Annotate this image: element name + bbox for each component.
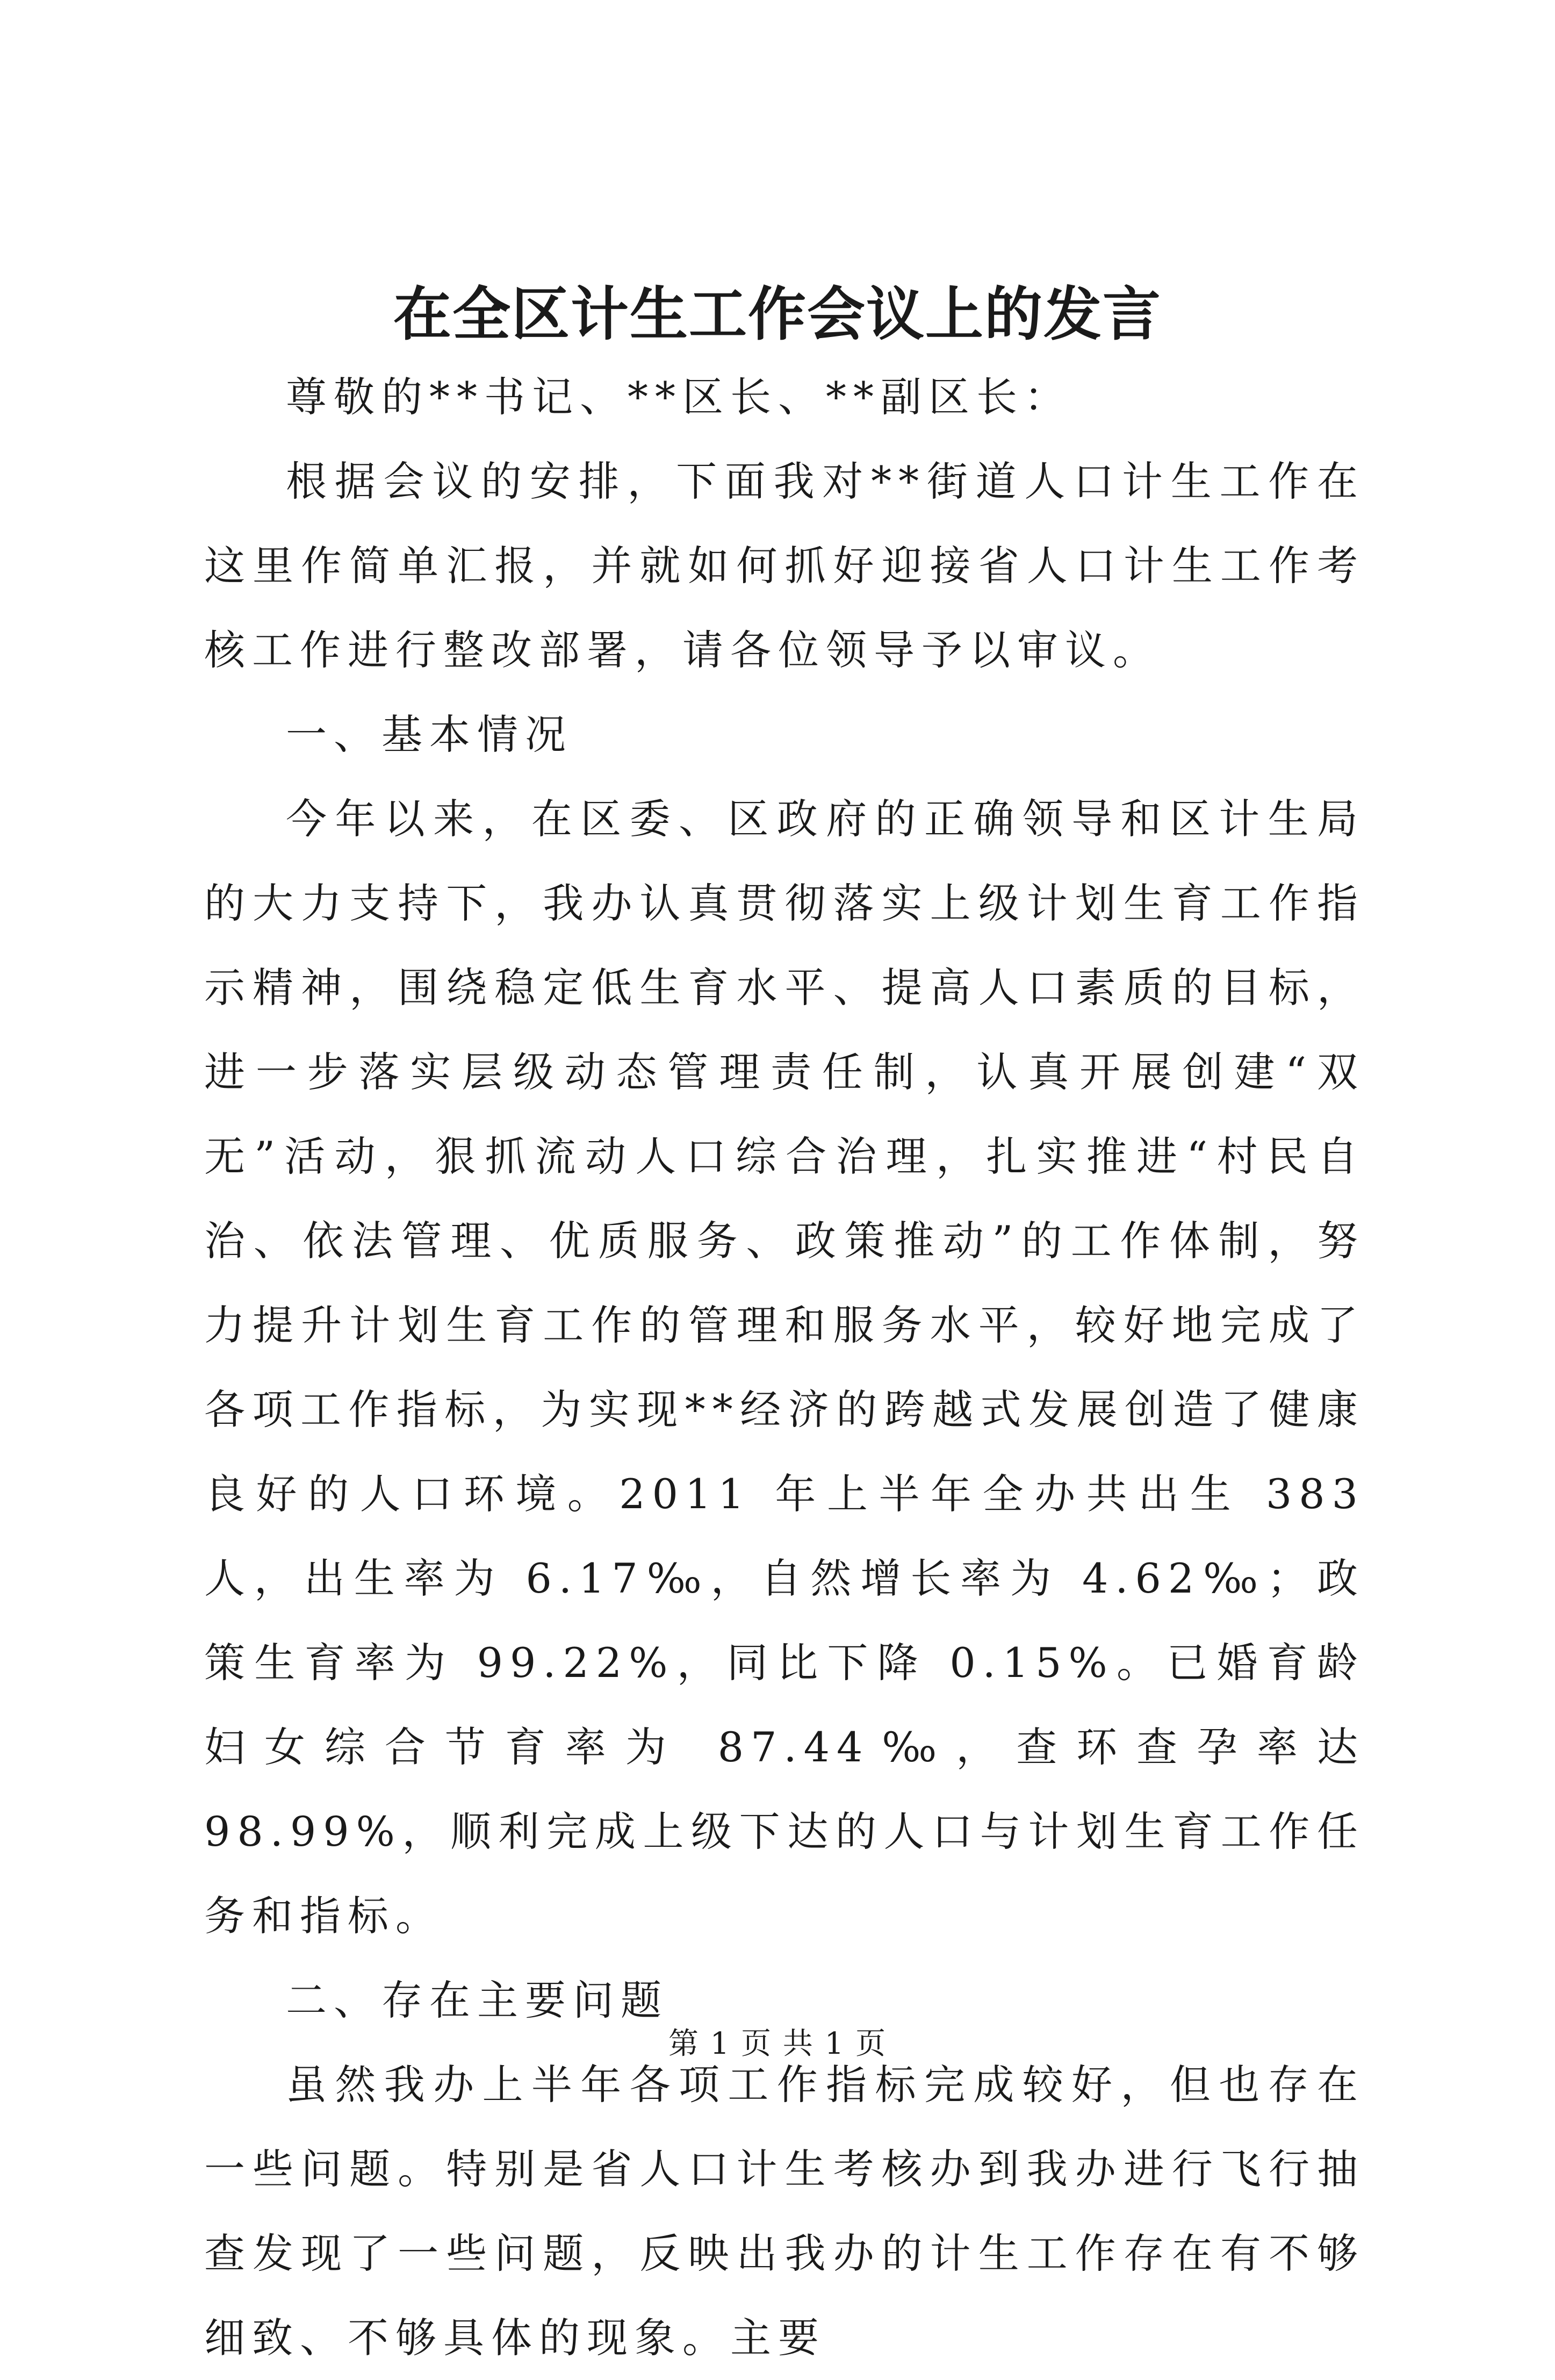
section-heading-basic-situation: 一、基本情况 (286, 711, 573, 758)
main-problems-paragraph: 虽然我办上半年各项工作指标完成较好，但也存在一些问题。特别是省人口计生考核办到我办进行飞行抽查发现了一些问题，反映出我办的计生工作存在有不够细致、不够具体的现象。主要 (204, 2061, 1365, 2362)
basic-situation-paragraph: 今年以来，在区委、区政府的正确领导和区计生局的大力支持下，我办认真贯彻落实上级计划生育工作指示精神，围绕稳定低生育水平、提高人口素质的目标，进一步落实层级动态管理责任制，认真开展创建“双无”活动，狠抓流动人口综合治理，扎实推进“村民自治、依法管理、优质服务、政策推动”的工作体制，努力提升计划生育工作的管理和服务水平，较好地完成了各项工作指标，为实现**经济的跨越式发展创造了健康良好的人口环境。2011 年上半年全办共出生 383 人，出生率为 6.17‰，自然增长率为 4.62‰；政策生育率为 99.22%，同比下降 0.15%。已婚育龄妇女综合节育率为 87.44‰，查环查孕率达 98.99%，顺利完成上级下达的人口与计划生育工作任务和指标。 (204, 795, 1365, 1940)
intro-paragraph: 根据会议的安排，下面我对**街道人口计生工作在这里作简单汇报，并就如何抓好迎接省人口计生工作考核工作进行整改部署，请各位领导予以审议。 (204, 457, 1365, 674)
section-heading-main-problems: 二、存在主要问题 (286, 1976, 668, 2024)
document-title: 在全区计生工作会议上的发言 (393, 281, 1162, 348)
salutation-paragraph: 尊敬的**书记、**区长、**副区长： (286, 373, 1072, 421)
page-footer: 第 1 页 共 1 页 (668, 2026, 887, 2061)
document-body (204, 355, 1365, 2380)
